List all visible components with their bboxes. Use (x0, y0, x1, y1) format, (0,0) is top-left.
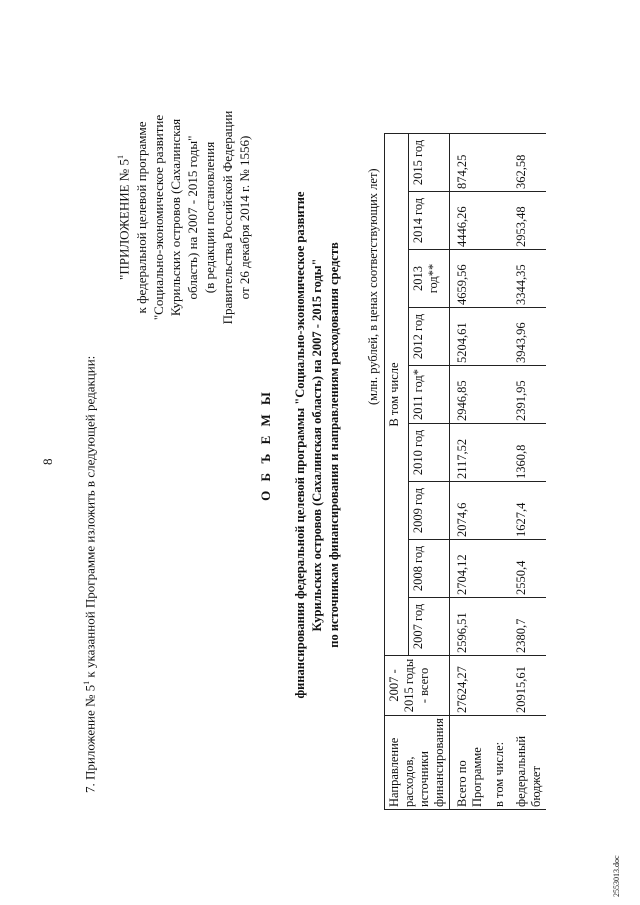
header-year: 2008 год (408, 540, 449, 598)
header-including: В том числе (385, 134, 409, 656)
cell (487, 424, 509, 482)
title-line: финансирования федеральной целевой программы "Социально-экономическое развитие (293, 191, 307, 699)
header-total: 2007 - 2015 годы - всего (385, 656, 450, 716)
document-title (258, 115, 343, 775)
cell (487, 192, 509, 250)
header-year: 2011 год* (408, 366, 449, 424)
title-line: Курильских островов (Сахалинская область) на 2007 - 2015 годы" (310, 258, 324, 632)
header-year: 2013 год** (408, 250, 449, 308)
appendix-line: область) на 2007 - 2015 годы" (185, 135, 201, 300)
cell: 2953,48 (509, 192, 546, 250)
cell (487, 540, 509, 598)
header-year: 2015 год (408, 134, 449, 192)
appendix-line: Курильских островов (Сахалинская (167, 118, 183, 317)
appendix-title-sup: 1 (116, 155, 125, 160)
intro-text (82, 356, 98, 793)
cell: 5204,61 (450, 308, 488, 366)
header-year: 2007 год (408, 598, 449, 656)
cell: 4446,26 (450, 192, 488, 250)
appendix-line: (в редакции постановления (202, 141, 218, 294)
cell (487, 598, 509, 656)
cell: 2550,4 (509, 540, 546, 598)
cell (487, 308, 509, 366)
row-label: Всего по Программе (450, 716, 488, 810)
table-row-federal (509, 134, 546, 810)
cell (487, 250, 509, 308)
intro-text-after: к указанной Программе изложить в следующей редакции: (82, 355, 98, 681)
appendix-title (112, 90, 133, 345)
header-year: 2014 год (408, 192, 449, 250)
appendix-line: "Социально-экономическое развитие (150, 114, 166, 321)
appendix-title-text: "ПРИЛОЖЕНИЕ № 5 (116, 159, 132, 280)
appendix-line: от 26 декабря 2014 г. № 1556) (236, 135, 252, 300)
cell: 2946,85 (450, 366, 488, 424)
cell: 2380,7 (509, 598, 546, 656)
cell (487, 482, 509, 540)
cell: 2117,52 (450, 424, 488, 482)
cell: 2704,12 (450, 540, 488, 598)
table-row-total (450, 134, 488, 810)
cell: 2074,6 (450, 482, 488, 540)
row-label: в том числе: (487, 716, 509, 810)
cell: 27624,27 (450, 656, 488, 716)
header-year: 2010 год (408, 424, 449, 482)
row-label: федеральный бюджет (509, 716, 546, 810)
cell (487, 134, 509, 192)
cell: 1360,8 (509, 424, 546, 482)
cell: 3943,96 (509, 308, 546, 366)
appendix-line: к федеральной целевой программе (133, 121, 149, 314)
header-year: 2012 год (408, 308, 449, 366)
header-direction: Направление расходов, источники финансирования (385, 716, 450, 810)
header-row-1 (385, 134, 409, 810)
cell: 2391,95 (509, 366, 546, 424)
units-note: (млн. рублей, в ценах соответствующих лет) (366, 168, 380, 405)
page-number: 8 (40, 458, 55, 465)
cell (487, 656, 509, 716)
appendix-line: Правительства Российской Федерации (219, 110, 235, 325)
cell: 4659,56 (450, 250, 488, 308)
cell: 362,58 (509, 134, 546, 192)
cell: 2596,51 (450, 598, 488, 656)
header-year: 2009 год (408, 482, 449, 540)
cell: 20915,61 (509, 656, 546, 716)
intro-text-before: 7. Приложение № 5 (82, 684, 98, 793)
financing-table (384, 133, 546, 810)
cell: 3344,35 (509, 250, 546, 308)
cell (487, 366, 509, 424)
cell: 1627,4 (509, 482, 546, 540)
intro-sup: 1 (82, 680, 91, 685)
table-row-including (487, 134, 509, 810)
footer-filename: 2553013.doc (612, 855, 621, 897)
appendix-header (112, 90, 253, 345)
title-main: О Б Ъ Е М Ы (258, 389, 273, 501)
cell: 874,25 (450, 134, 488, 192)
title-line: по источникам финансирования и направлениям расходования средств (327, 242, 341, 648)
